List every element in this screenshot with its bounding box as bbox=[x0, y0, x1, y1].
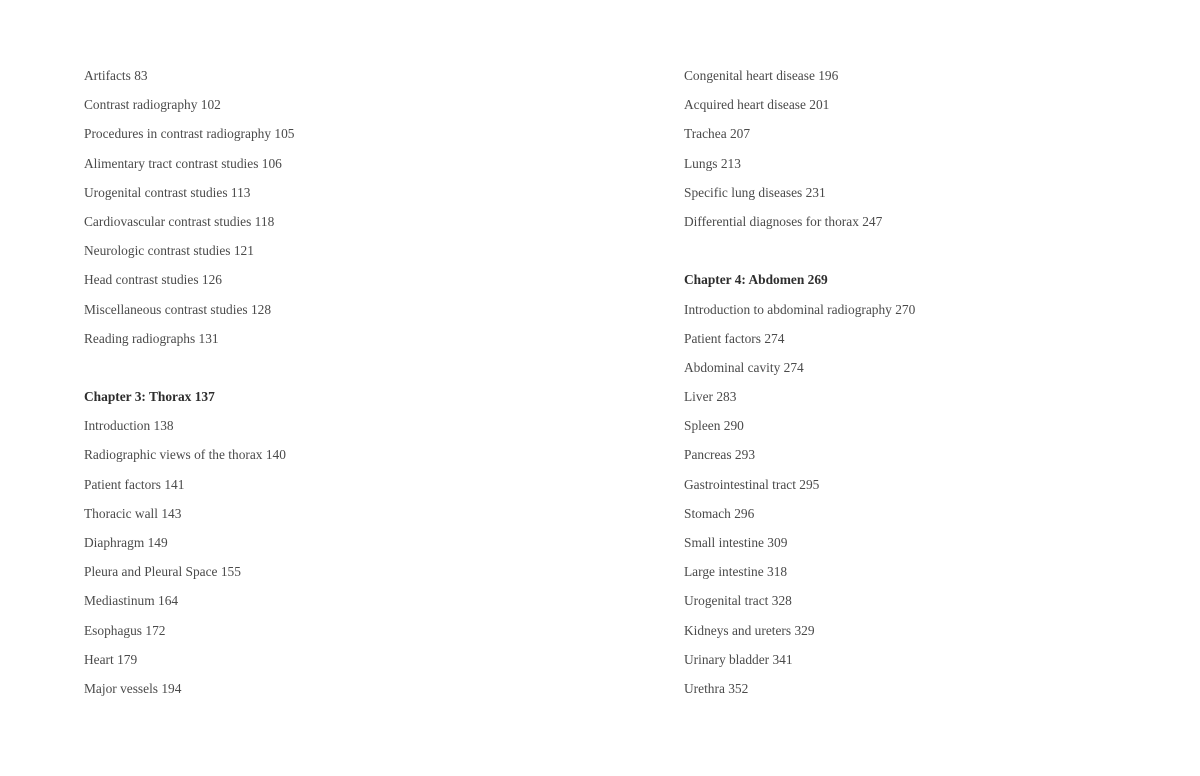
blank-line bbox=[84, 358, 604, 387]
toc-entry: Congenital heart disease 196 bbox=[684, 68, 839, 83]
toc-entry: Pleura and Pleural Space 155 bbox=[84, 564, 241, 580]
toc-entry: Thoracic wall 143 bbox=[84, 505, 182, 521]
toc-entry: Introduction 138 bbox=[84, 418, 174, 434]
toc-entry: Urethra 352 bbox=[684, 680, 749, 696]
toc-entry: Acquired heart disease 201 bbox=[684, 97, 830, 113]
toc-entry: Urinary bladder 341 bbox=[684, 651, 793, 667]
toc-entry: Diaphragm 149 bbox=[84, 535, 168, 550]
toc-entry: Alimentary tract contrast studies 106 bbox=[84, 155, 282, 171]
toc-entry: Miscellaneous contrast studies 128 bbox=[84, 301, 272, 317]
toc-entry: Artifacts 83 bbox=[84, 68, 148, 83]
toc-entry: Contrast radiography 102 bbox=[84, 97, 221, 113]
toc-entry: Stomach 296 bbox=[684, 505, 755, 521]
toc-entry: Head contrast studies 126 bbox=[84, 272, 222, 288]
toc-entry: Urogenital contrast studies 113 bbox=[84, 184, 251, 200]
blank-line bbox=[684, 241, 1200, 270]
toc-entry: Patient factors 141 bbox=[84, 476, 185, 492]
toc-entry: Procedures in contrast radiography 105 bbox=[84, 126, 295, 142]
toc-entry: Trachea 207 bbox=[684, 126, 751, 142]
chapter-heading: Chapter 4: Abdomen 269 bbox=[684, 272, 828, 288]
toc-entry: Specific lung diseases 231 bbox=[684, 184, 826, 200]
chapter-heading: Chapter 3: Thorax 137 bbox=[84, 389, 215, 405]
toc-entry: Reading radiographs 131 bbox=[84, 330, 219, 346]
toc-entry: Mediastinum 164 bbox=[84, 593, 179, 609]
toc-entry: Abdominal cavity 274 bbox=[684, 359, 804, 375]
toc-entry: Lungs 213 bbox=[684, 155, 741, 171]
toc-entry: Urogenital tract 328 bbox=[684, 593, 792, 609]
toc-entry: Large intestine 318 bbox=[684, 564, 788, 580]
toc-right-column bbox=[684, 66, 1200, 708]
toc-left-column bbox=[84, 66, 604, 708]
toc-entry: Heart 179 bbox=[84, 651, 138, 667]
toc-entry: Kidneys and ureters 329 bbox=[684, 622, 815, 638]
toc-entry: Neurologic contrast studies 121 bbox=[84, 243, 254, 259]
toc-entry: Gastrointestinal tract 295 bbox=[684, 476, 820, 492]
toc-entry: Patient factors 274 bbox=[684, 330, 785, 346]
toc-entry: Major vessels 194 bbox=[84, 680, 182, 696]
toc-entry: Pancreas 293 bbox=[684, 447, 756, 463]
toc-entry: Cardiovascular contrast studies 118 bbox=[84, 213, 275, 229]
toc-entry: Differential diagnoses for thorax 247 bbox=[684, 213, 883, 229]
toc-entry: Esophagus 172 bbox=[84, 622, 166, 638]
toc-entry: Spleen 290 bbox=[684, 418, 744, 434]
toc-entry: Small intestine 309 bbox=[684, 535, 788, 550]
toc-entry: Liver 283 bbox=[684, 389, 737, 405]
toc-entry: Introduction to abdominal radiography 270 bbox=[684, 301, 916, 317]
toc-entry: Radiographic views of the thorax 140 bbox=[84, 447, 286, 463]
